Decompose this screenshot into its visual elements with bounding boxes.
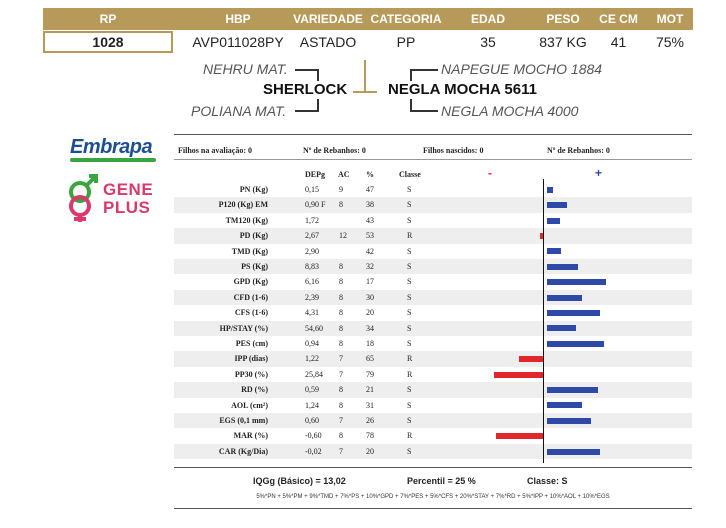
summary-percentil: Percentil = 25 % bbox=[407, 476, 476, 486]
trait-bar bbox=[547, 248, 561, 254]
pedigree-connector bbox=[410, 110, 438, 112]
header-val-mot: 75% bbox=[655, 34, 685, 50]
index-formula: 5%*PN + 5%*PM + 9%*TMD + 7%*PS + 10%*GPD + 7%*PES + 5%*CFS + 20%*STAY + 7%*RD + 5%*IPP + 10%*AOL + 10%*EGS bbox=[256, 494, 610, 500]
pedigree-sire-dam: POLIANA MAT. bbox=[191, 103, 287, 119]
trait-ac: 9 bbox=[339, 185, 343, 194]
trait-ac: 8 bbox=[339, 200, 343, 210]
trait-pct: 43 bbox=[366, 215, 374, 225]
header-val-rp: 1028 bbox=[43, 31, 173, 53]
header-col-categoria: CATEGORIA bbox=[370, 12, 442, 26]
trait-dep: 2,90 bbox=[305, 246, 319, 256]
trait-row bbox=[174, 382, 692, 397]
chart-zero-axis bbox=[543, 179, 544, 463]
trait-pct: 38 bbox=[366, 200, 374, 210]
header-col-mot: MOT bbox=[656, 12, 684, 26]
trait-ac: 8 bbox=[339, 385, 343, 395]
trait-classe: S bbox=[407, 416, 412, 425]
trait-row bbox=[174, 351, 692, 366]
trait-row bbox=[174, 321, 692, 336]
trait-ac: 8 bbox=[339, 262, 343, 271]
trait-row bbox=[174, 244, 692, 259]
trait-dep: 0,59 bbox=[305, 385, 319, 395]
trait-pct: 42 bbox=[366, 246, 374, 256]
trait-ac: 7 bbox=[339, 354, 343, 364]
trait-ac: 7 bbox=[339, 416, 343, 425]
embrapa-logo: Embrapa bbox=[70, 136, 153, 158]
col-header-pct: % bbox=[366, 170, 374, 179]
trait-row bbox=[174, 197, 692, 212]
trait-bar bbox=[547, 341, 604, 347]
trait-label: HP/STAY (%) bbox=[219, 323, 268, 333]
table-meta-rule bbox=[174, 159, 692, 160]
table-bottom-rule bbox=[174, 467, 692, 468]
trait-classe: S bbox=[407, 292, 412, 302]
pedigree-connector bbox=[410, 99, 412, 111]
trait-dep: -0,60 bbox=[305, 431, 322, 441]
trait-label: PP30 (%) bbox=[234, 369, 268, 379]
trait-pct: 79 bbox=[366, 369, 374, 379]
header-values-row bbox=[43, 31, 693, 53]
trait-bar bbox=[547, 418, 591, 424]
trait-row bbox=[174, 444, 692, 459]
trait-classe: R bbox=[407, 431, 413, 441]
trait-classe: S bbox=[407, 308, 412, 318]
trait-ac: 7 bbox=[339, 446, 343, 456]
trait-classe: S bbox=[407, 446, 412, 456]
geneplus-logo-line2: PLUS bbox=[103, 198, 151, 217]
trait-classe: R bbox=[407, 231, 413, 241]
trait-dep: 2,67 bbox=[305, 231, 319, 241]
trait-dep: 0,94 bbox=[305, 339, 319, 348]
trait-ac: 8 bbox=[339, 431, 343, 441]
trait-bar bbox=[540, 233, 543, 239]
trait-label: GPD (Kg) bbox=[233, 277, 268, 287]
trait-label: CFD (1-6) bbox=[233, 292, 268, 302]
meta-rebanhos-1: Nº de Rebanhos: 0 bbox=[303, 146, 366, 155]
header-val-ce: 41 bbox=[610, 34, 627, 50]
pedigree-connector bbox=[410, 69, 412, 81]
meta-filhos-avaliacao: Filhos na avaliação: 0 bbox=[178, 146, 253, 155]
trait-bar bbox=[547, 295, 582, 301]
trait-row bbox=[174, 398, 692, 413]
trait-row bbox=[174, 290, 692, 305]
pedigree-connector bbox=[295, 110, 319, 112]
trait-pct: 47 bbox=[366, 185, 374, 194]
trait-row bbox=[174, 305, 692, 320]
trait-label: TMD (Kg) bbox=[231, 246, 268, 256]
trait-classe: S bbox=[407, 200, 412, 210]
trait-ac: 8 bbox=[339, 400, 343, 410]
trait-pct: 78 bbox=[366, 431, 374, 441]
trait-label: MAR (%) bbox=[233, 431, 268, 441]
trait-dep: 4,31 bbox=[305, 308, 319, 318]
col-header-ac: AC bbox=[338, 170, 350, 179]
trait-pct: 65 bbox=[366, 354, 374, 364]
trait-bar bbox=[547, 387, 598, 393]
trait-ac: 12 bbox=[339, 231, 347, 241]
table-top-rule bbox=[174, 134, 692, 135]
summary-classe: Classe: S bbox=[527, 476, 568, 486]
trait-bar bbox=[519, 356, 543, 362]
trait-label: PS (Kg) bbox=[241, 262, 268, 271]
header-val-peso: 837 KG bbox=[539, 34, 587, 50]
summary-iqgg: IQGg (Básico) = 13,02 bbox=[253, 476, 346, 486]
trait-pct: 31 bbox=[366, 400, 374, 410]
col-header-dep: DEPg bbox=[305, 170, 325, 179]
trait-row bbox=[174, 182, 692, 197]
header-col-hbp: HBP bbox=[225, 12, 251, 26]
trait-row bbox=[174, 259, 692, 274]
trait-row bbox=[174, 413, 692, 428]
trait-pct: 32 bbox=[366, 262, 374, 271]
trait-pct: 26 bbox=[366, 416, 374, 425]
trait-label: RD (%) bbox=[241, 385, 268, 395]
col-header-classe: Classe bbox=[399, 170, 421, 179]
trait-pct: 20 bbox=[366, 308, 374, 318]
trait-classe: S bbox=[407, 215, 412, 225]
trait-label: PN (Kg) bbox=[239, 185, 268, 194]
trait-ac: 8 bbox=[339, 277, 343, 287]
trait-label: PES (cm) bbox=[235, 339, 268, 348]
trait-classe: S bbox=[407, 262, 412, 271]
trait-dep: 2,39 bbox=[305, 292, 319, 302]
trait-label: P120 (Kg) EM bbox=[218, 200, 268, 210]
pedigree-dam: NEGLA MOCHA 5611 bbox=[388, 81, 537, 98]
trait-dep: 1,72 bbox=[305, 215, 319, 225]
header-val-edad: 35 bbox=[480, 34, 496, 50]
footer-rule bbox=[174, 508, 692, 509]
trait-bar bbox=[547, 202, 567, 208]
pedigree-connector bbox=[317, 99, 319, 111]
trait-classe: S bbox=[407, 323, 412, 333]
trait-row bbox=[174, 228, 692, 243]
pedigree-dam-sire: NAPEGUE MOCHO 1884 bbox=[441, 61, 603, 77]
trait-row bbox=[174, 428, 692, 443]
header-col-ce: CE CM bbox=[599, 12, 638, 26]
trait-ac: 8 bbox=[339, 323, 343, 333]
trait-classe: S bbox=[407, 185, 412, 194]
pedigree-sire: SHERLOCK bbox=[263, 81, 348, 98]
meta-rebanhos-2: Nº de Rebanhos: 0 bbox=[547, 146, 610, 155]
trait-row bbox=[174, 336, 692, 351]
trait-dep: 0,15 bbox=[305, 185, 319, 194]
trait-pct: 53 bbox=[366, 231, 374, 241]
trait-ac: 8 bbox=[339, 292, 343, 302]
trait-classe: S bbox=[407, 339, 412, 348]
trait-bar bbox=[547, 279, 606, 285]
trait-pct: 17 bbox=[366, 277, 374, 287]
trait-bar bbox=[547, 218, 560, 224]
header-col-variedade: VARIEDADE bbox=[293, 12, 363, 26]
geneplus-logo-line1: GENE bbox=[103, 180, 154, 199]
trait-classe: S bbox=[407, 277, 412, 287]
embrapa-swoosh bbox=[70, 158, 156, 162]
pedigree-connector bbox=[410, 69, 438, 71]
trait-row bbox=[174, 274, 692, 289]
trait-classe: S bbox=[407, 385, 412, 395]
trait-dep: 1,24 bbox=[305, 400, 319, 410]
trait-label: IPP (dias) bbox=[234, 354, 268, 364]
trait-dep: 25,84 bbox=[305, 369, 323, 379]
header-labels-row bbox=[43, 8, 693, 30]
trait-ac: 8 bbox=[339, 339, 343, 348]
trait-dep: -0,02 bbox=[305, 446, 322, 456]
trait-bar bbox=[547, 310, 600, 316]
trait-pct: 18 bbox=[366, 339, 374, 348]
col-header-minus: - bbox=[488, 166, 492, 180]
trait-classe: R bbox=[407, 369, 413, 379]
trait-pct: 21 bbox=[366, 385, 374, 395]
trait-bar bbox=[547, 402, 582, 408]
trait-dep: 1,22 bbox=[305, 354, 319, 364]
meta-filhos-nascidos: Filhos nascidos: 0 bbox=[423, 146, 484, 155]
pedigree-dam-dam: NEGLA MOCHA 4000 bbox=[441, 103, 579, 119]
geneplus-gender-icon bbox=[62, 174, 102, 222]
trait-dep: 54,60 bbox=[305, 323, 323, 333]
trait-ac: 7 bbox=[339, 369, 343, 379]
trait-bar bbox=[547, 325, 576, 331]
header-col-rp: RP bbox=[43, 8, 173, 30]
trait-pct: 34 bbox=[366, 323, 374, 333]
header-val-hbp: AVP011028PY bbox=[192, 34, 284, 50]
trait-dep: 0,90 F bbox=[305, 200, 326, 210]
pedigree-connector bbox=[295, 69, 319, 71]
trait-label: AOL (cm²) bbox=[231, 400, 268, 410]
col-header-plus: + bbox=[595, 166, 603, 180]
header-col-edad: EDAD bbox=[470, 12, 505, 26]
trait-classe: S bbox=[407, 246, 412, 256]
trait-label: PD (Kg) bbox=[239, 231, 268, 241]
pedigree-sire-sire: NEHRU MAT. bbox=[203, 61, 288, 77]
header-val-categoria: PP bbox=[396, 34, 416, 50]
trait-bar bbox=[547, 264, 578, 270]
trait-dep: 6,16 bbox=[305, 277, 319, 287]
header-val-variedade: ASTADO bbox=[299, 34, 357, 50]
pedigree-center-line bbox=[364, 60, 366, 92]
pedigree-connector bbox=[317, 69, 319, 81]
trait-label: CAR (Kg/Dia) bbox=[218, 446, 268, 456]
trait-dep: 0,60 bbox=[305, 416, 319, 425]
trait-bar bbox=[547, 449, 600, 455]
trait-bar bbox=[547, 187, 553, 193]
trait-classe: R bbox=[407, 354, 413, 364]
trait-pct: 30 bbox=[366, 292, 374, 302]
trait-label: CFS (1-6) bbox=[234, 308, 268, 318]
trait-bar bbox=[496, 433, 543, 439]
trait-classe: S bbox=[407, 400, 412, 410]
trait-row bbox=[174, 367, 692, 382]
header-col-peso: PESO bbox=[546, 12, 580, 26]
trait-bar bbox=[494, 372, 543, 378]
trait-row bbox=[174, 213, 692, 228]
pedigree-center-line bbox=[353, 91, 377, 93]
trait-label: TM120 (Kg) bbox=[225, 215, 268, 225]
trait-ac: 8 bbox=[339, 308, 343, 318]
trait-label: EGS (0,1 mm) bbox=[219, 416, 268, 425]
trait-dep: 8,83 bbox=[305, 262, 319, 271]
trait-pct: 20 bbox=[366, 446, 374, 456]
